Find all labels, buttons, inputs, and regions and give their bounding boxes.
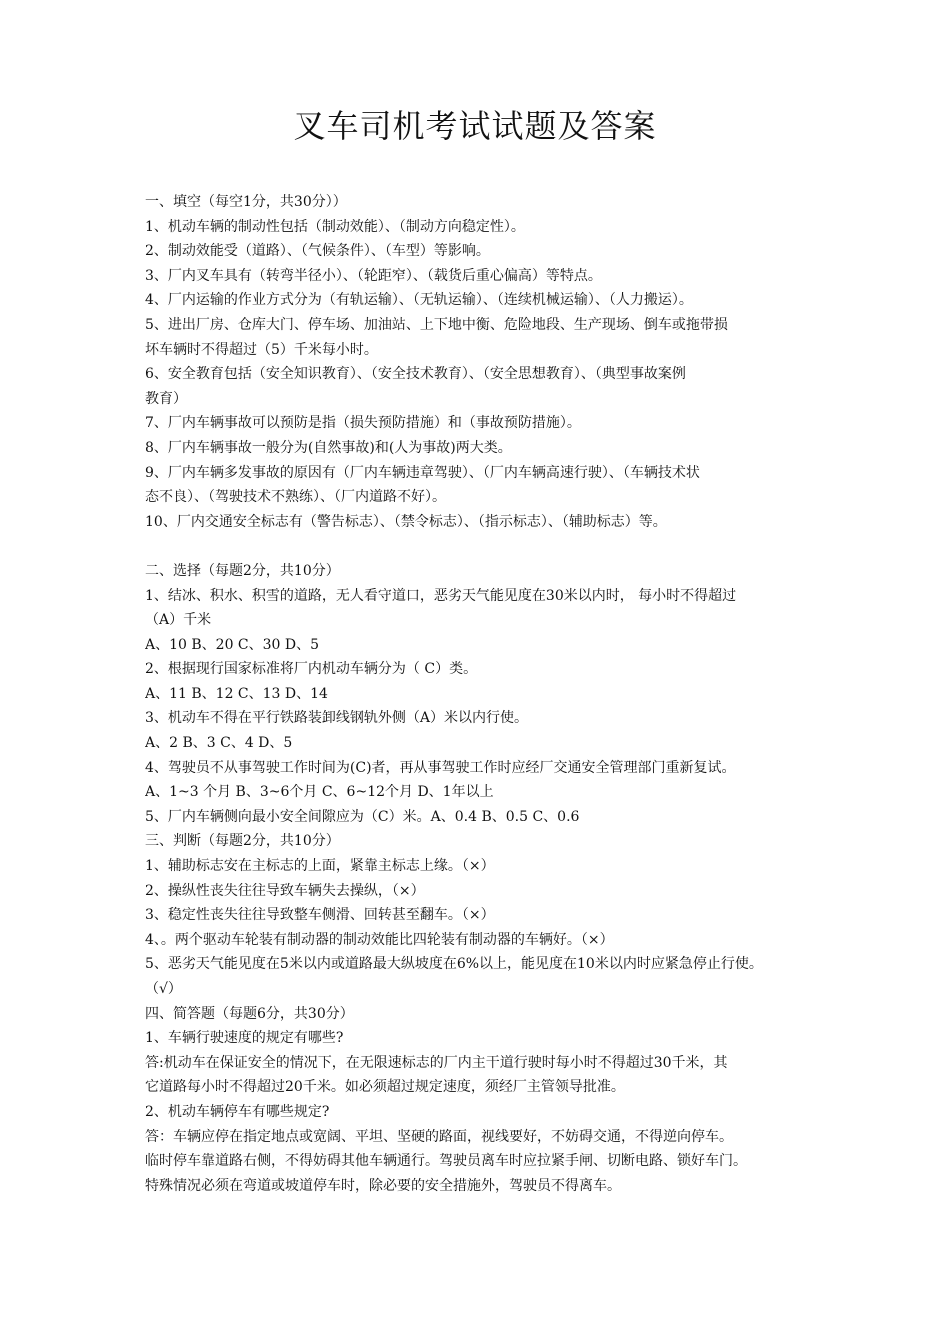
section-heading-choice: 二、选择（每题2分，共10分） [145, 562, 340, 579]
text-line: 5、恶劣天气能见度在5米以内或道路最大纵坡度在6%以上，能见度在10米以内时应紧急停止行使。 [145, 956, 763, 973]
document-body [145, 190, 813, 1198]
text-line: 答:机动车在保证安全的情况下，在无限速标志的厂内主干道行驶时每小时不得超过30千米，其 [145, 1054, 728, 1071]
text-line: 3、厂内叉车具有（转弯半径小）、（轮距窄）、（载货后重心偏高）等特点。 [145, 267, 602, 284]
text-line: 4、驾驶员不从事驾驶工作时间为(C)者，再从事驾驶工作时应经厂交通安全管理部门重新复试。 [145, 759, 736, 776]
document-title: 叉车司机考试试题及答案 [293, 107, 657, 145]
text-line: （A）千米 [145, 612, 212, 629]
text-line: 答：车辆应停在指定地点或宽阔、平坦、坚硬的路面，视线要好，不妨碍交通，不得逆向停车。 [145, 1128, 733, 1145]
text-line: （√） [145, 981, 182, 997]
text-line: 2、机动车辆停车有哪些规定? [145, 1103, 330, 1120]
text-line: 7、厂内车辆事故可以预防是指（损失预防措施）和（事故预防措施）。 [145, 415, 581, 432]
text-line: 10、厂内交通安全标志有（警告标志）、（禁令标志）、（指示标志）、（辅助标志）等。 [145, 513, 667, 530]
text-line: 1、辅助标志安在主标志的上面，紧靠主标志上缘。（×） [145, 858, 495, 875]
text-line: 2、操纵性丧失往往导致车辆失去操纵，（×） [145, 882, 425, 899]
text-line: 3、机动车不得在平行铁路装卸线钢轨外侧（A）米以内行使。 [145, 710, 529, 727]
blank-line [145, 534, 813, 559]
text-line: 8、厂内车辆事故一般分为(自然事故)和(人为事故)两大类。 [145, 439, 512, 456]
section-heading-fill-blank: 一、填空（每空1分，共30分）） [145, 194, 347, 210]
text-line: 坏车辆时不得超过（5）千米每小时。 [145, 341, 378, 358]
text-line: 2、根据现行国家标准将厂内机动车辆分为（ C）类。 [145, 661, 478, 678]
text-line: 1、车辆行驶速度的规定有哪些? [145, 1030, 344, 1047]
text-line: 2、制动效能受（道路）、（气候条件）、（车型）等影响。 [145, 243, 490, 260]
text-line: 4、厂内运输的作业方式分为（有轨运输）、（无轨运输）、（连续机械运输）、（人力搬运）。 [145, 292, 693, 309]
text-line: 5、厂内车辆侧向最小安全间隙应为（C）米。A、0.4 B、0.5 C、0.6 [145, 808, 580, 825]
text-line: A、1~3 个月 B、3~6个月 C、6~12个月 D、1年以上 [145, 784, 494, 801]
text-line: A、10 B、20 C、30 D、5 [145, 636, 320, 653]
text-line: 3、稳定性丧失往往导致整车侧滑、回转甚至翻车。（×） [145, 907, 495, 924]
text-line: 特殊情况必须在弯道或坡道停车时，除必要的安全措施外，驾驶员不得离车。 [145, 1177, 621, 1194]
section-heading-judgment: 三、判断（每题2分，共10分） [145, 833, 340, 850]
text-line: 5、进出厂房、仓库大门、停车场、加油站、上下地中衡、危险地段、生产现场、倒车或拖带损 [145, 316, 728, 333]
text-line: 临时停车靠道路右侧，不得妨碍其他车辆通行。驾驶员离车时应拉紧手闸、切断电路、锁好车门。 [145, 1153, 747, 1170]
text-line: 它道路每小时不得超过20千米。如必须超过规定速度，须经厂主管领导批准。 [145, 1079, 625, 1096]
text-line: 9、厂内车辆多发事故的原因有（厂内车辆违章驾驶）、（厂内车辆高速行驶）、（车辆技术状 [145, 464, 700, 481]
text-line: A、2 B、3 C、4 D、5 [145, 735, 293, 752]
text-line: 态不良）、（驾驶技术不熟练）、（厂内道路不好）。 [145, 489, 446, 506]
text-line: 教育） [145, 390, 187, 407]
text-line: A、11 B、12 C、13 D、14 [145, 685, 328, 702]
text-line: 1、机动车辆的制动性包括（制动效能）、（制动方向稳定性）。 [145, 218, 525, 235]
text-line: 6、安全教育包括（安全知识教育）、（安全技术教育）、（安全思想教育）、（典型事故案例 [145, 366, 686, 383]
section-heading-short-answer: 四、简答题（每题6分，共30分） [145, 1005, 354, 1022]
text-line: 4、。两个驱动车轮装有制动器的制动效能比四轮装有制动器的车辆好。（×） [145, 931, 614, 948]
text-line: 1、结冰、积水、积雪的道路，无人看守道口，恶劣天气能见度在30米以内时， 每小时不得超过 [145, 587, 737, 604]
